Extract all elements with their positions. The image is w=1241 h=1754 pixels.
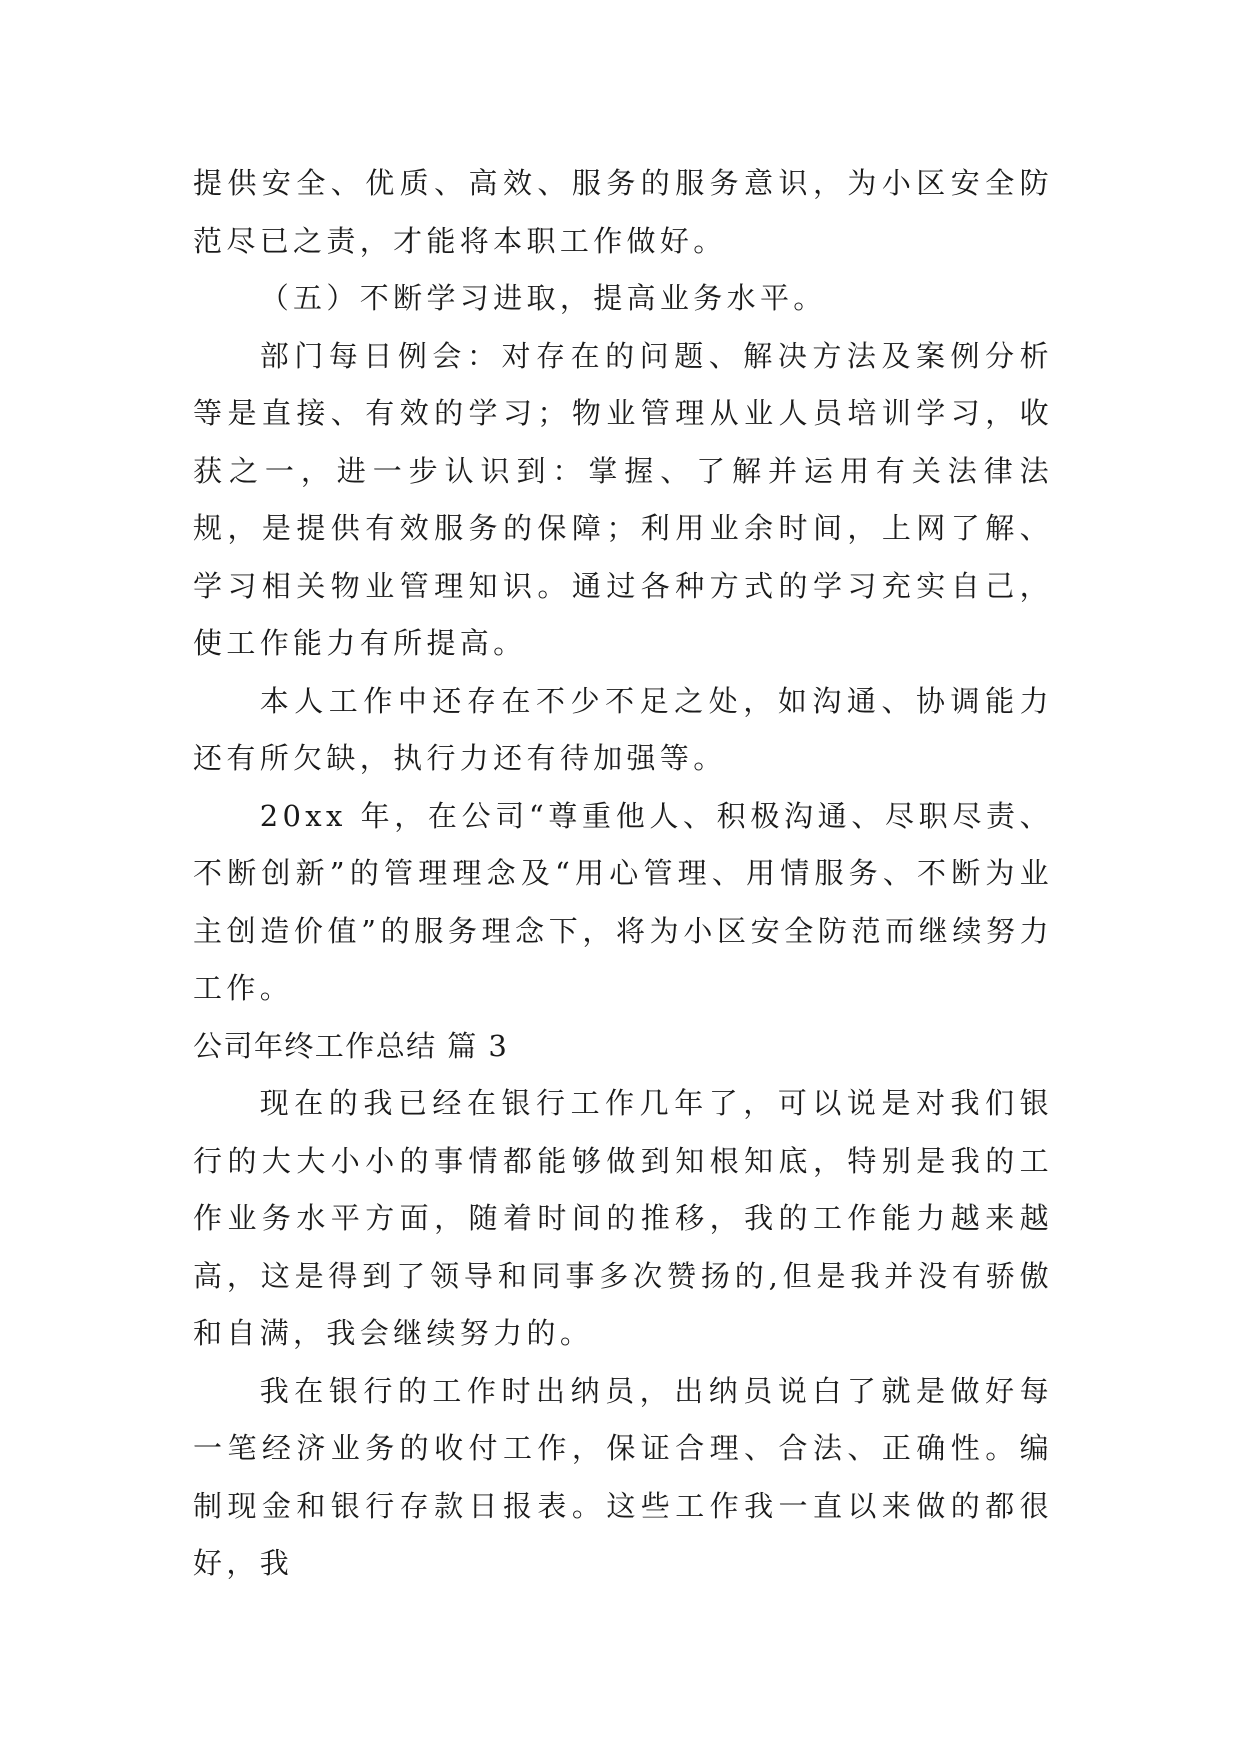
section-heading-five: （五）不断学习进取，提高业务水平。	[259, 281, 827, 315]
paragraph-daily-meeting: 部门每日例会：对存在的问题、解决方法及案例分析等是直接、有效的学习；物业管理从业人员培训学习，收获之一，进一步认识到：掌握、了解并运用有关法律法规，是提供有效服务的保障；利用业余时间，上网了解、学习相关物业管理知识。通过各种方式的学习充实自己，使工作能力有所提高。	[193, 338, 1053, 660]
paragraph-cashier: 我在银行的工作时出纳员，出纳员说白了就是做好每一笔经济业务的收付工作，保证合理、合法、正确性。编制现金和银行存款日报表。这些工作我一直以来做的都很好，我	[193, 1373, 1053, 1580]
paragraph-security-awareness: 提供安全、优质、高效、服务的服务意识，为小区安全防范尽已之责，才能将本职工作做好。	[193, 166, 1053, 258]
paragraph-bank-work: 现在的我已经在银行工作几年了，可以说是对我们银行的大大小小的事情都能够做到知根知底，特别是我的工作业务水平方面，随着时间的推移，我的工作能力越来越高，这是得到了领导和同事多次赞扬的,但是我并没有骄傲和自满，我会继续努力的。	[193, 1086, 1053, 1350]
article-title: 公司年终工作总结 篇 3	[193, 1028, 509, 1063]
paragraph-next-year: 20xx 年，在公司“尊重他人、积极沟通、尽职尽责、不断创新”的管理理念及“用心管理、用情服务、不断为业主创造价值”的服务理念下，将为小区安全防范而继续努力工作。	[193, 798, 1053, 1005]
paragraph-shortcomings: 本人工作中还存在不少不足之处，如沟通、协调能力还有所欠缺，执行力还有待加强等。	[193, 683, 1053, 775]
document-page	[193, 155, 1053, 1593]
